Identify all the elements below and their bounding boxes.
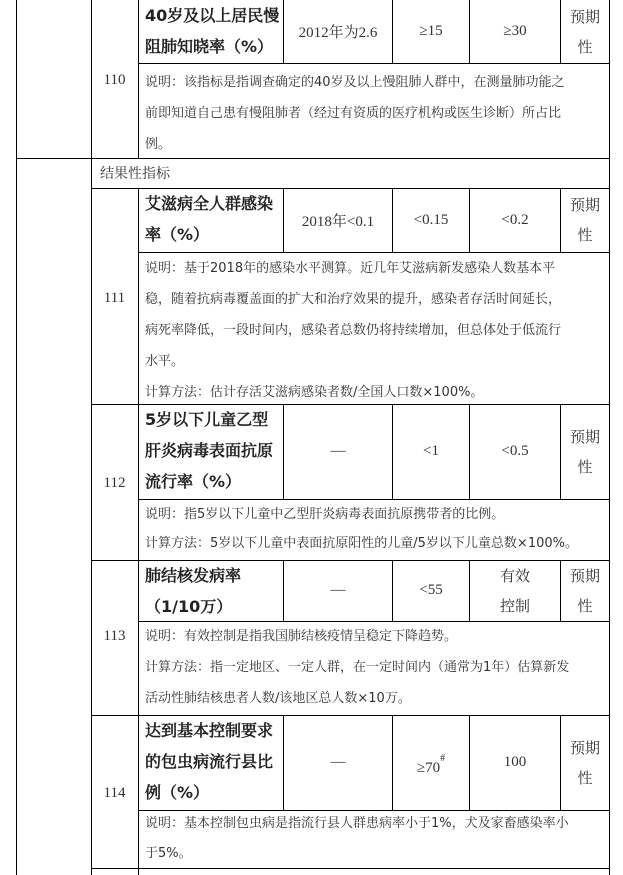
- note-line: 活动性肺结核患者人数/该地区总人数×10万。: [145, 691, 411, 706]
- indicator-note: [145, 809, 607, 869]
- row-number: 110: [103, 72, 126, 88]
- note-line: 说明：指5岁以下儿童中乙型肝炎病毒表面抗原携带者的比例。: [145, 507, 505, 522]
- baseline-value: —: [330, 582, 346, 598]
- note-line: 稳，随着抗病毒覆盖面的扩大和治疗效果的提升，感染者存活时间延长，: [145, 292, 562, 307]
- note-line: 前即知道自己患有慢阻肺者（经过有资质的医疗机构或医生诊断）所占比: [145, 106, 562, 121]
- target-2022: <0.15: [413, 211, 449, 228]
- note-line: 计算方法：指一定地区、一定人群，在一定时间内（通常为1年）估算新发: [145, 660, 570, 675]
- target-2030: <0.5: [501, 443, 529, 459]
- indicator-name: [139, 188, 283, 252]
- indicator-line: 5岁以下儿童乙型: [145, 410, 269, 429]
- row-number: 114: [103, 784, 126, 801]
- baseline-value: 2012年为2.6: [298, 25, 378, 41]
- footnote-mark: #: [440, 753, 446, 764]
- row-number: 112: [103, 474, 126, 491]
- indicator-type: [561, 188, 609, 252]
- target-line: 有效: [499, 566, 530, 585]
- type-line: 预期: [569, 196, 600, 214]
- indicator-name: [139, 404, 283, 499]
- note-line: 说明：基于2018年的感染水平测算。近几年艾滋病新发感染人数基本平: [145, 261, 556, 276]
- indicator-note: [145, 67, 607, 160]
- indicator-note: [145, 500, 607, 558]
- indicator-line: 阻肺知晓率（%）: [145, 37, 274, 56]
- note-line: 水平。: [145, 354, 185, 369]
- grid-line: [609, 0, 610, 875]
- indicator-name: [139, 715, 283, 810]
- type-line: 性: [577, 596, 593, 615]
- grid-line: [16, 0, 17, 875]
- target-line: 控制: [499, 596, 530, 615]
- grid-line: [91, 0, 92, 875]
- note-line: 说明：有效控制是指我国肺结核疫情呈稳定下降趋势。: [145, 629, 458, 644]
- note-line: 计算方法：估计存活艾滋病感染者数/全国人口数×100%。: [145, 385, 484, 400]
- note-line: 例。: [145, 137, 172, 152]
- indicator-line: 肺结核发病率: [145, 566, 242, 585]
- indicator-name: [139, 560, 283, 621]
- indicator-line: 40岁及以上居民慢: [145, 6, 280, 25]
- note-line: 计算方法：5岁以下儿童中表面抗原阳性的儿童/5岁以下儿童总数×100%。: [145, 536, 578, 551]
- indicator-note: [145, 621, 607, 714]
- baseline-value: —: [330, 754, 346, 770]
- indicator-type: [561, 715, 609, 810]
- note-line: 于5%。: [145, 846, 192, 861]
- target-2030: 100: [503, 754, 527, 770]
- indicator-line: 达到基本控制要求: [145, 721, 274, 740]
- indicator-note: [145, 253, 607, 408]
- indicator-line: 率（%）: [145, 225, 210, 244]
- indicator-line: 肝炎病毒表面抗原: [145, 441, 274, 460]
- indicator-line: 流行率（%）: [145, 472, 242, 491]
- indicator-type: [561, 560, 609, 621]
- grid-line: [138, 63, 609, 64]
- type-line: 性: [577, 768, 593, 787]
- note-line: 说明：基本控制包虫病是指流行县人群患病率小于1%，犬及家畜感染率小: [145, 816, 569, 831]
- indicator-line: 的包虫病流行县比: [145, 752, 274, 771]
- target-2030: ≥30: [503, 23, 527, 39]
- type-line: 性: [577, 37, 593, 56]
- indicator-type: [561, 404, 609, 499]
- target-value: ≥70: [416, 760, 441, 776]
- target-2022: [393, 715, 469, 810]
- row-number: 113: [103, 627, 126, 644]
- row-number: 111: [103, 289, 126, 306]
- type-line: 性: [577, 226, 593, 244]
- baseline-value: 2018年<0.1: [301, 213, 375, 230]
- note-line: 说明：该指标是指调查确定的40岁及以上慢阻肺人群中，在测量肺功能之: [145, 75, 565, 90]
- section-header: 结果性指标: [100, 166, 170, 182]
- type-line: 预期: [569, 738, 600, 757]
- indicator-name: [139, 0, 283, 63]
- indicator-line: （1/10万）: [145, 597, 233, 616]
- target-2030: [470, 560, 560, 621]
- type-line: 预期: [569, 7, 600, 26]
- indicator-line: 艾滋病全人群感染: [145, 194, 274, 213]
- type-line: 预期: [569, 427, 600, 446]
- target-2030: <0.2: [501, 211, 529, 228]
- target-2022: ≥15: [419, 23, 443, 39]
- baseline-value: —: [330, 443, 346, 459]
- type-line: 性: [577, 457, 593, 476]
- target-2022: <55: [419, 582, 443, 598]
- type-line: 预期: [569, 566, 600, 585]
- note-line: 病死率降低，一段时间内，感染者总数仍将持续增加，但总体处于低流行: [145, 323, 562, 338]
- target-2022: <1: [423, 443, 439, 459]
- indicator-type: [561, 0, 609, 63]
- indicator-line: 例（%）: [145, 783, 210, 802]
